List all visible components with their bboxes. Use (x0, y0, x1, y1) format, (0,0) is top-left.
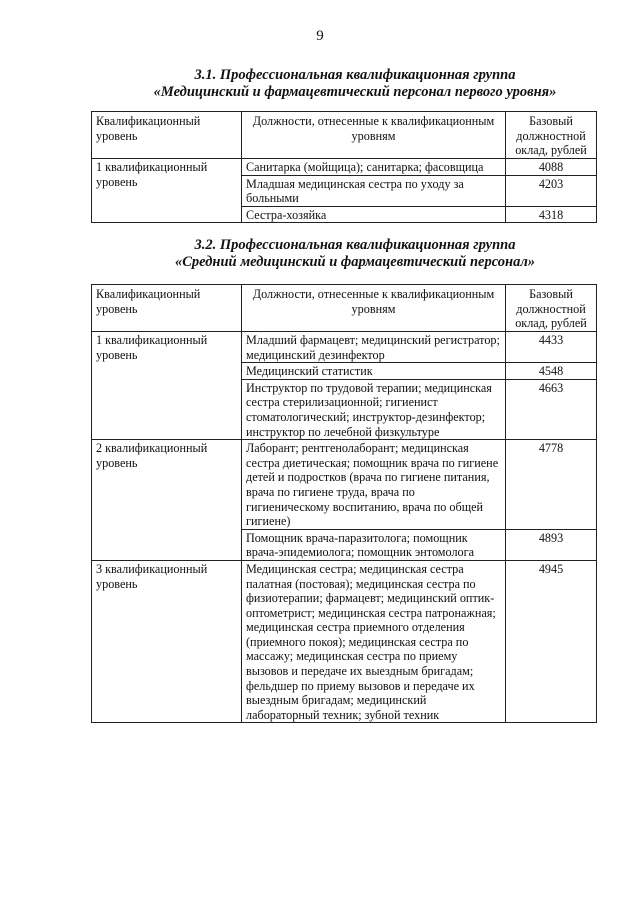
positions-cell: Сестра-хозяйка (242, 206, 506, 223)
salary-cell: 4663 (506, 379, 597, 439)
section-title-3-2 (90, 237, 620, 271)
qualification-table-3-1 (91, 111, 597, 223)
header-positions: Должности, отнесенные к квалификационным уровням (242, 285, 506, 332)
salary-cell: 4548 (506, 363, 597, 380)
positions-cell: Младшая медицинская сестра по уходу за больными (242, 175, 506, 206)
salary-cell: 4433 (506, 332, 597, 363)
positions-cell: Инструктор по трудовой терапии; медицинская сестра стерилизационной; гигиенист стоматологический; инструктор-дезинфектор; инструктор по лечебной физкультуре (242, 379, 506, 439)
positions-cell: Младший фармацевт; медицинский регистратор; медицинский дезинфектор (242, 332, 506, 363)
positions-cell: Лаборант; рентгенолаборант; медицинская сестра диетическая; помощник врача по гигиене детей и подростков (врача по гигиене питания, врача по гигиене труда, врача по гигиеническому воспитанию, врача по общей гигиене) (242, 440, 506, 530)
positions-cell: Помощник врача-паразитолога; помощник врача-эпидемиолога; помощник энтомолога (242, 529, 506, 560)
table-row (92, 159, 597, 176)
positions-cell: Медицинский статистик (242, 363, 506, 380)
page-number: 9 (316, 28, 324, 44)
level-cell: 1 квалификационный уровень (92, 159, 242, 223)
level-cell: 1 квалификационный уровень (92, 332, 242, 440)
salary-cell: 4203 (506, 175, 597, 206)
salary-cell: 4945 (506, 560, 597, 723)
section-title-3-1 (90, 67, 620, 101)
salary-cell: 4318 (506, 206, 597, 223)
table-row (92, 440, 597, 530)
section-title-line-1: 3.2. Профессиональная квалификационная группа (194, 237, 516, 253)
header-salary: Базовый должностной оклад, рублей (506, 112, 597, 159)
salary-cell: 4893 (506, 529, 597, 560)
qualification-table-3-2 (91, 284, 597, 723)
section-title-line-2: «Медицинский и фармацевтический персонал первого уровня» (153, 84, 557, 100)
table-row (92, 560, 597, 723)
header-level: Квалификационный уровень (92, 112, 242, 159)
header-positions: Должности, отнесенные к квалификационным уровням (242, 112, 506, 159)
section-title-line-1: 3.1. Профессиональная квалификационная группа (194, 67, 516, 83)
positions-cell: Медицинская сестра; медицинская сестра палатная (постовая); медицинская сестра по физиотерапии; фармацевт; медицинский оптик-оптометрист; медицинская сестра патронажная; медицинская сестра приемного отделения (приемного покоя); медицинская сестра по массажу; медицинская сестра по приему вызовов и передаче их выездным бригадам; фельдшер по приему вызовов и передаче их выездным бригадам; медицинский лабораторный техник; зубной техник (242, 560, 506, 723)
salary-cell: 4778 (506, 440, 597, 530)
positions-cell: Санитарка (мойщица); санитарка; фасовщица (242, 159, 506, 176)
section-title-line-2: «Средний медицинский и фармацевтический персонал» (174, 254, 536, 270)
salary-cell: 4088 (506, 159, 597, 176)
level-cell: 3 квалификационный уровень (92, 560, 242, 723)
level-cell: 2 квалификационный уровень (92, 440, 242, 561)
table-row (92, 332, 597, 363)
header-salary: Базовый должностной оклад, рублей (506, 285, 597, 332)
table-header-row (92, 112, 597, 159)
header-level: Квалификационный уровень (92, 285, 242, 332)
table-header-row (92, 285, 597, 332)
